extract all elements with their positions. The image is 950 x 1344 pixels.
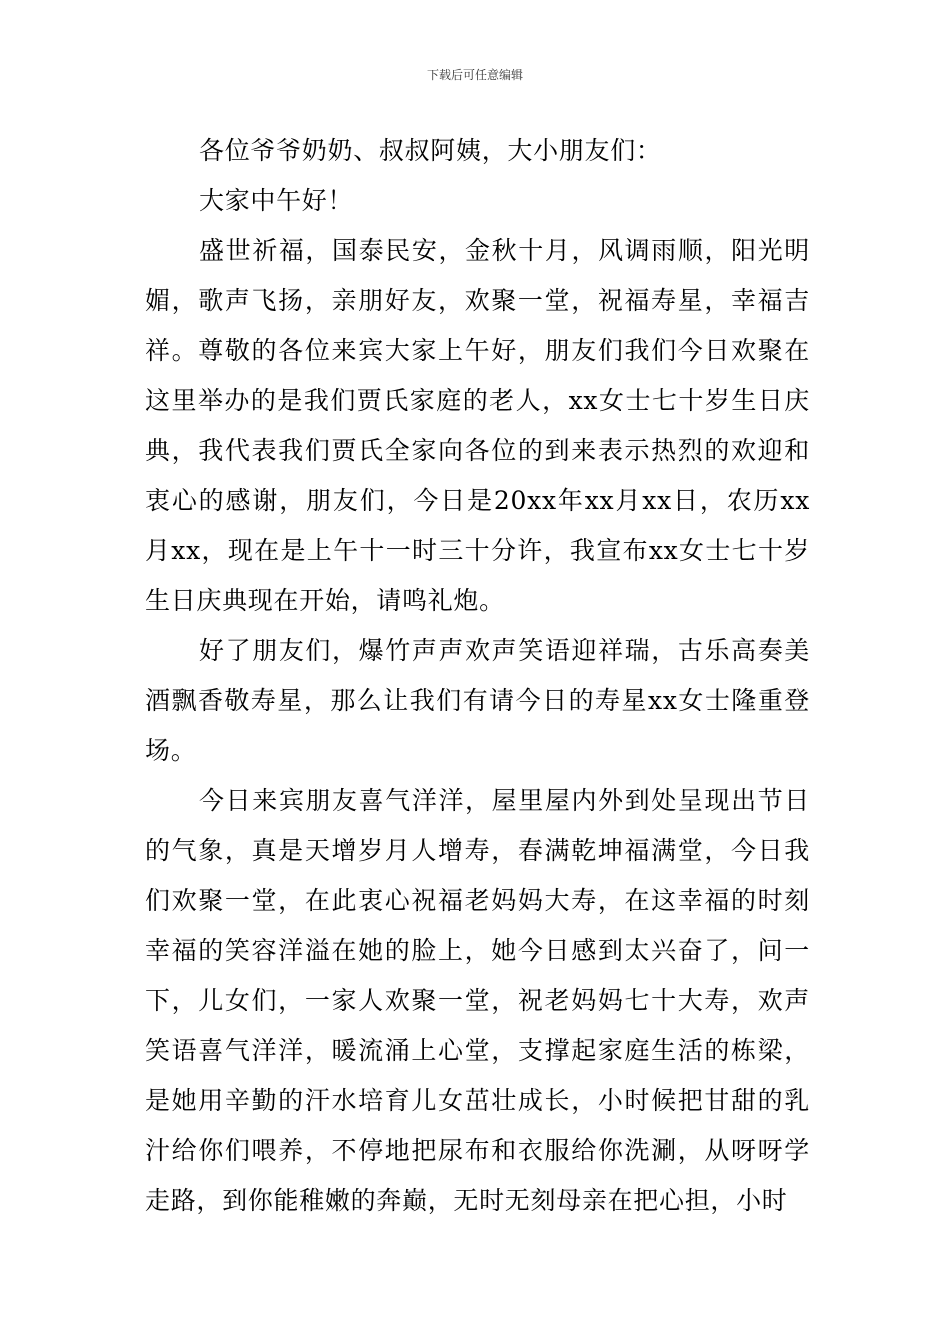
body-paragraph-blessing: 今日来宾朋友喜气洋洋，屋里屋内外到处呈现出节日的气象，真是天增岁月人增寿，春满乾坤福满堂，今日我们欢聚一堂，在此衷心祝福老妈妈大寿，在这幸福的时刻幸福的笑容洋溢在她的脸上，她今日感到太兴奋了，问一下，儿女们，一家人欢聚一堂，祝老妈妈七十大寿，欢声笑语喜气洋洋，暖流涌上心堂，支撑起家庭生活的栋梁，是她用辛勤的汗水培育儿女茁壮成长，小时候把甘甜的乳汁给你们喂养，不停地把尿布和衣服给你洗涮，从呀呀学走路，到你能稚嫩的奔巅，无时无刻母亲在把心担，小时 (145, 786, 810, 1215)
page-header-note: 下载后可任意编辑 (426, 68, 523, 82)
greeting-paragraph: 大家中午好！ (199, 186, 354, 215)
body-paragraph-opening: 盛世祈福，国泰民安，金秋十月，风调雨顺，阳光明媚，歌声飞扬，亲朋好友，欢聚一堂，祝福寿星，幸福吉祥。尊敬的各位来宾大家上午好，朋友们我们今日欢聚在这里举办的是我们贾氏家庭的老人，xx女士七十岁生日庆典，我代表我们贾氏全家向各位的到来表示热烈的欢迎和衷心的感谢，朋友们，今日是20xx年xx月xx日，农历xx月xx，现在是上午十一时三十分许，我宣布xx女士七十岁生日庆典现在开始，请鸣礼炮。 (145, 236, 810, 615)
document-body (145, 126, 810, 1226)
body-paragraph-entrance: 好了朋友们，爆竹声声欢声笑语迎祥瑞，古乐高奏美酒飘香敬寿星，那么让我们有请今日的寿星xx女士隆重登场。 (145, 636, 810, 765)
salutation-paragraph: 各位爷爷奶奶、叔叔阿姨，大小朋友们： (199, 136, 662, 165)
